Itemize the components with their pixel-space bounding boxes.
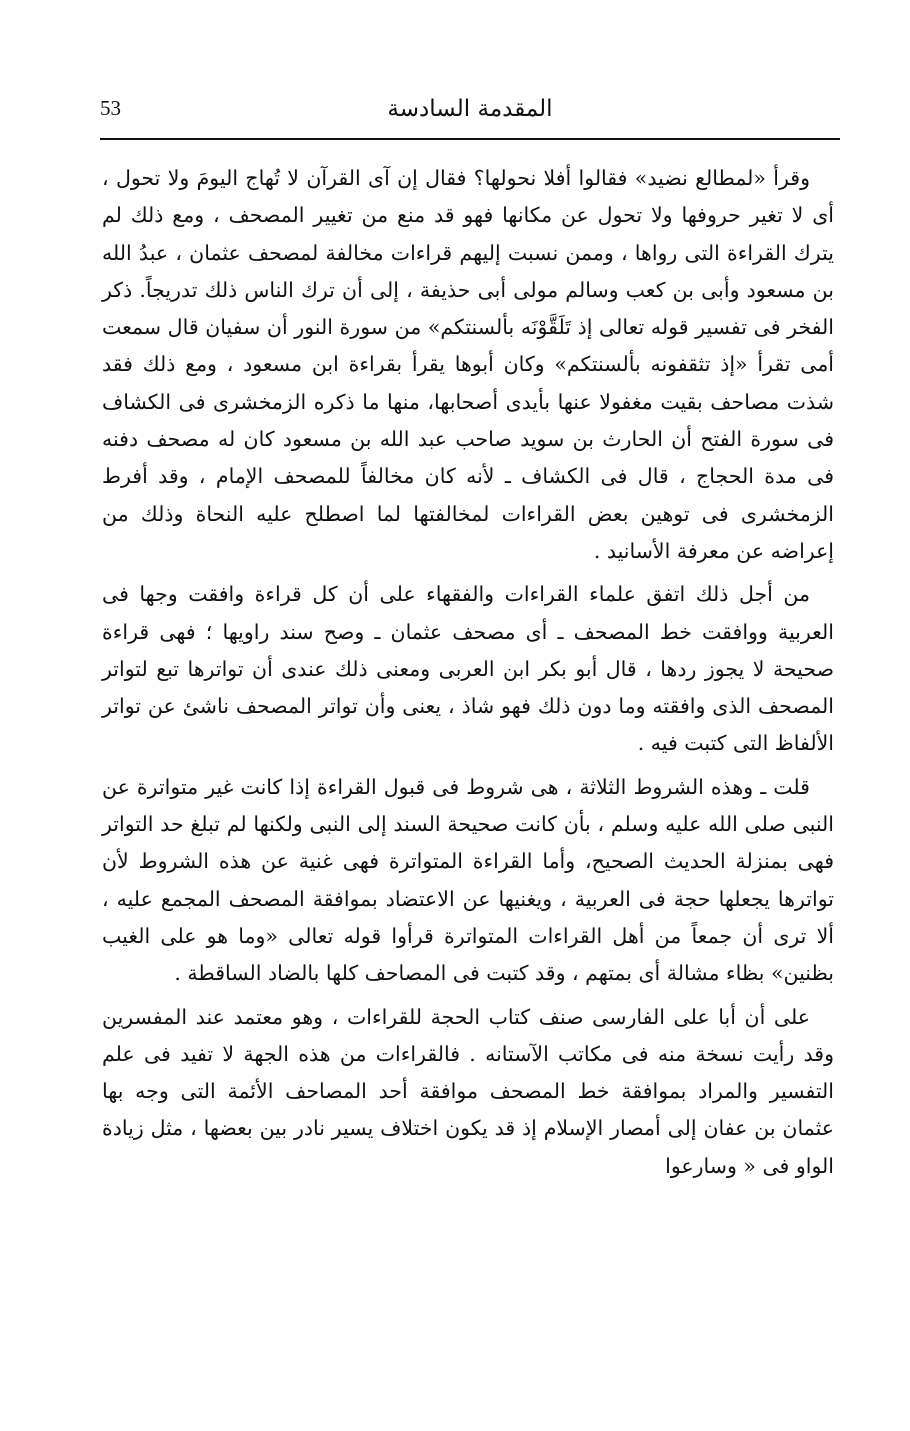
paragraph-3: قلت ـ وهذه الشروط الثلاثة ، هى شروط فى قبول القراءة إذا كانت غير متواترة عن النبى صلى الله عليه وسلم ، بأن كانت صحيحة السند إلى النبى ولكنها لم تبلغ حد التواتر فهى بمنزلة الحديث الصحيح، وأما القراءة المتواترة فهى غنية عن هذه الشروط لأن تواترها يجعلها حجة فى العربية ، ويغنيها عن الاعتضاد بموافقة المصحف المجمع عليه ، ألا ترى أن جمعاً من أهل القراءات المتواترة قرأوا قوله تعالى «وما هو على الغيب بظنين» بظاء مشالة أى بمتهم ، وقد كتبت فى المصاحف كلها بالضاد الساقطة . — [102, 774, 834, 986]
header-rule — [100, 138, 840, 140]
paragraph-2: من أجل ذلك اتفق علماء القراءات والفقهاء على أن كل قراءة وافقت وجها فى العربية ووافقت خط المصحف ـ أى مصحف عثمان ـ وصح سند راويها ؛ فهى قراءة صحيحة لا يجوز ردها ، قال أبو بكر ابن العربى ومعنى ذلك عندى أن تواترها تبع لتواتر المصحف الذى وافقته وما دون ذلك فهو شاذ ، يعنى وأن تواتر المصحف ناشئ عن تواتر الألفاظ التى كتبت فيه . — [102, 582, 834, 756]
body-text — [102, 160, 834, 1191]
page-header — [100, 96, 840, 130]
paragraph-4: على أن أبا على الفارسى صنف كتاب الحجة للقراءات ، وهو معتمد عند المفسرين وقد رأيت نسخة منه فى مكاتب الآستانه . فالقراءات من هذه الجهة لا تفيد فى علم التفسير والمراد بموافقة خط المصحف موافقة أحد المصاحف الأئمة التى وجه بها عثمان بن عفان إلى أمصار الإسلام إذ قد يكون اختلاف يسير نادر بين بعضها ، مثل زيادة الواو فى « وسارعوا — [102, 1004, 834, 1178]
paragraph-1: وقرأ «لمطالع نضيد» فقالوا أفلا نحولها؟ فقال إن آى القرآن لا تُهاج اليومَ ولا تحول ، أى لا تغير حروفها ولا تحول عن مكانها فهو قد منع من تغيير المصحف ، ومع ذلك لم يترك القراءة التى رواها ، وممن نسبت إليهم قراءات مخالفة لمصحف عثمان ، عبدُ الله بن مسعود وأبى بن كعب وسالم مولى أبى حذيفة ، إلى أن ترك الناس ذلك تدريجاً. ذكر الفخر فى تفسير قوله تعالى إذ تَلَقَّوْنَه بألسنتكم» من سورة النور أن سفيان قال سمعت أمى تقرأ «إذ تثقفونه بألسنتكم» وكان أبوها يقرأ بقراءة ابن مسعود ، ومع ذلك فقد شذت مصاحف بقيت مغفولا عنها بأيدى أصحابها، منها ما ذكره الزمخشرى فى الكشاف فى سورة الفتح أن الحارث بن سويد صاحب عبد الله بن مسعود كان له مصحف دفنه فى مدة الحجاج ، قال فى الكشاف ـ لأنه كان مخالفاً للمصحف الإمام ، وقد أفرط الزمخشرى فى توهين بعض القراءات لمخالفتها لما اصطلح عليه النحاة وذلك من إعراضه عن معرفة الأسانيد . — [102, 166, 834, 563]
running-title: المقدمة السادسة — [387, 96, 553, 122]
page-number: 53 — [100, 96, 121, 120]
